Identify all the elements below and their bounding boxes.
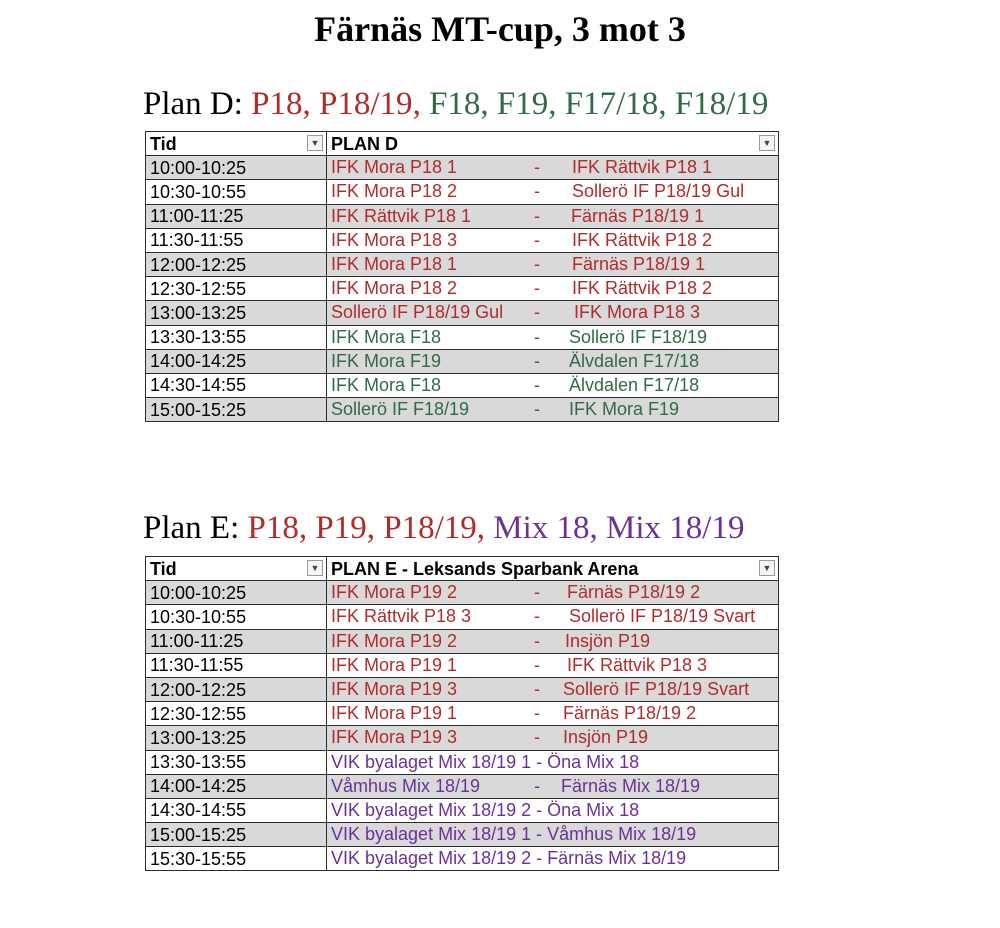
home-team: Sollerö IF F18/19 [331, 399, 470, 420]
time-cell: 10:00-10:25 [146, 156, 327, 180]
versus-dash: - [534, 229, 540, 250]
table-row [146, 156, 779, 180]
match-text: VIK byalaget Mix 18/19 1 - Öna Mix 18 [331, 751, 640, 772]
away-team: IFK Rättvik P18 2 [572, 278, 713, 299]
away-team: Färnäs Mix 18/19 [561, 775, 701, 796]
away-team: Färnäs P18/19 1 [572, 253, 706, 274]
versus-dash: - [534, 205, 540, 226]
away-team: IFK Mora F19 [569, 399, 680, 420]
time-cell: 14:30-14:55 [146, 798, 327, 822]
table-row [146, 823, 779, 847]
match-cell [327, 228, 779, 252]
match-text: VIK byalaget Mix 18/19 2 - Öna Mix 18 [331, 799, 640, 820]
versus-dash: - [534, 654, 540, 675]
match-cell [327, 629, 779, 653]
time-cell: 12:30-12:55 [146, 277, 327, 301]
versus-dash: - [534, 350, 540, 371]
versus-dash: - [534, 678, 540, 699]
versus-dash: - [534, 775, 540, 796]
match-cell [327, 204, 779, 228]
table-row [146, 398, 779, 422]
time-cell: 10:00-10:25 [146, 581, 327, 605]
away-team: IFK Rättvik P18 3 [567, 654, 708, 675]
match-text: VIK byalaget Mix 18/19 2 - Färnäs Mix 18/19 [331, 848, 687, 869]
filter-dropdown-icon[interactable]: ▼ [307, 560, 323, 576]
plan-label: Plan E: [143, 510, 248, 546]
versus-dash: - [534, 399, 540, 420]
home-team: IFK Mora F19 [331, 350, 442, 371]
time-cell: 14:30-14:55 [146, 373, 327, 397]
header-plan-d: PLAN D ▼ [327, 132, 779, 156]
plan-e-table [145, 556, 779, 871]
table-row [146, 798, 779, 822]
time-cell: 15:00-15:25 [146, 398, 327, 422]
time-cell: 12:30-12:55 [146, 702, 327, 726]
plan-d-heading: Plan D: P18, P18/19, F18, F19, F17/18, F18/19 [143, 86, 769, 122]
table-row [146, 349, 779, 373]
table-row [146, 581, 779, 605]
match-cell [327, 653, 779, 677]
age-group-label: P18/19 [319, 86, 413, 122]
versus-dash: - [534, 703, 540, 724]
age-group-label: P18 [251, 86, 303, 122]
away-team: Älvdalen F17/18 [569, 350, 700, 371]
away-team: IFK Rättvik P18 1 [572, 157, 713, 178]
versus-dash: - [534, 181, 540, 202]
match-cell [327, 581, 779, 605]
away-team: Färnäs P18/19 2 [563, 703, 697, 724]
away-team: Sollerö IF P18/19 Svart [569, 606, 756, 627]
versus-dash: - [534, 582, 540, 603]
age-group-label: Mix 18 [493, 510, 590, 546]
age-group-label: F18 [429, 86, 481, 122]
home-team: IFK Rättvik P18 1 [331, 205, 472, 226]
header-plan-e: PLAN E - Leksands Sparbank Arena ▼ [327, 557, 779, 581]
versus-dash: - [534, 326, 540, 347]
table-row [146, 228, 779, 252]
home-team: IFK Mora P19 2 [331, 582, 458, 603]
table-row [146, 677, 779, 701]
match-cell [327, 277, 779, 301]
match-cell [327, 702, 779, 726]
table-row [146, 277, 779, 301]
time-cell: 12:00-12:25 [146, 677, 327, 701]
away-team: Färnäs P18/19 1 [571, 205, 705, 226]
age-group-label: P18/19 [383, 510, 477, 546]
home-team: IFK Mora F18 [331, 374, 442, 395]
versus-dash: - [534, 302, 540, 323]
home-team: IFK Mora P18 2 [331, 181, 458, 202]
match-cell [327, 180, 779, 204]
match-cell [327, 156, 779, 180]
table-row [146, 204, 779, 228]
time-cell: 13:00-13:25 [146, 301, 327, 325]
away-team: Sollerö IF P18/19 Gul [572, 181, 745, 202]
versus-dash: - [534, 278, 540, 299]
home-team: IFK Mora F18 [331, 326, 442, 347]
match-cell [327, 398, 779, 422]
filter-dropdown-icon[interactable]: ▼ [307, 135, 323, 151]
home-team: IFK Mora P19 2 [331, 630, 458, 651]
versus-dash: - [534, 374, 540, 395]
match-cell [327, 373, 779, 397]
match-cell [327, 823, 779, 847]
plan-label: Plan D: [143, 86, 252, 122]
time-cell: 11:00-11:25 [146, 204, 327, 228]
age-group-label: P18 [247, 510, 299, 546]
home-team: Våmhus Mix 18/19 [331, 775, 481, 796]
home-team: IFK Mora P19 3 [331, 678, 458, 699]
table-row [146, 847, 779, 871]
time-cell: 13:00-13:25 [146, 726, 327, 750]
home-team: IFK Mora P19 1 [331, 654, 458, 675]
home-team: IFK Mora P18 1 [331, 253, 458, 274]
table-row [146, 774, 779, 798]
plan-d-table [145, 131, 779, 422]
plan-e-heading: Plan E: P18, P19, P18/19, Mix 18, Mix 18/19 [143, 510, 745, 546]
table-row [146, 629, 779, 653]
home-team: IFK Mora P18 1 [331, 157, 458, 178]
match-cell [327, 301, 779, 325]
match-text: VIK byalaget Mix 18/19 1 - Våmhus Mix 18/19 [331, 824, 697, 845]
time-cell: 10:30-10:55 [146, 180, 327, 204]
match-cell [327, 750, 779, 774]
age-group-label: F17/18 [564, 86, 659, 122]
away-team: Sollerö IF F18/19 [569, 326, 708, 347]
match-cell [327, 798, 779, 822]
table-row [146, 325, 779, 349]
match-cell [327, 726, 779, 750]
time-cell: 15:30-15:55 [146, 847, 327, 871]
page-title: Färnäs MT-cup, 3 mot 3 [314, 9, 686, 49]
table-row [146, 373, 779, 397]
versus-dash: - [534, 630, 540, 651]
age-group-label: Mix 18/19 [606, 510, 745, 546]
table-row [146, 605, 779, 629]
table-row [146, 653, 779, 677]
match-cell [327, 252, 779, 276]
match-cell [327, 677, 779, 701]
home-team: Sollerö IF P18/19 Gul [331, 302, 504, 323]
time-cell: 13:30-13:55 [146, 325, 327, 349]
home-team: IFK Mora P18 3 [331, 229, 458, 250]
time-cell: 11:30-11:55 [146, 228, 327, 252]
table-row [146, 180, 779, 204]
table-row [146, 252, 779, 276]
time-cell: 11:30-11:55 [146, 653, 327, 677]
away-team: IFK Mora P18 3 [574, 302, 701, 323]
age-group-label: F19 [496, 86, 549, 122]
table-row [146, 750, 779, 774]
time-cell: 11:00-11:25 [146, 629, 327, 653]
versus-dash: - [534, 606, 540, 627]
table-row [146, 726, 779, 750]
away-team: IFK Rättvik P18 2 [572, 229, 713, 250]
header-tid: Tid ▼ [146, 557, 327, 581]
away-team: Insjön P19 [563, 727, 649, 748]
home-team: IFK Mora P18 2 [331, 278, 458, 299]
versus-dash: - [534, 253, 540, 274]
match-cell [327, 847, 779, 871]
filter-dropdown-icon[interactable]: ▼ [759, 135, 775, 151]
table-row [146, 702, 779, 726]
header-tid: Tid ▼ [146, 132, 327, 156]
filter-dropdown-icon[interactable]: ▼ [759, 560, 775, 576]
versus-dash: - [534, 727, 540, 748]
away-team: Insjön P19 [565, 630, 651, 651]
away-team: Färnäs P18/19 2 [567, 582, 701, 603]
home-team: IFK Rättvik P18 3 [331, 606, 472, 627]
age-group-label: F18/19 [674, 86, 769, 122]
time-cell: 15:00-15:25 [146, 823, 327, 847]
table-row [146, 301, 779, 325]
match-cell [327, 325, 779, 349]
match-cell [327, 605, 779, 629]
versus-dash: - [534, 157, 540, 178]
match-cell [327, 774, 779, 798]
time-cell: 14:00-14:25 [146, 349, 327, 373]
away-team: Sollerö IF P18/19 Svart [563, 678, 750, 699]
away-team: Älvdalen F17/18 [569, 374, 700, 395]
time-cell: 10:30-10:55 [146, 605, 327, 629]
match-cell [327, 349, 779, 373]
time-cell: 12:00-12:25 [146, 252, 327, 276]
time-cell: 13:30-13:55 [146, 750, 327, 774]
age-group-label: P19 [315, 510, 367, 546]
home-team: IFK Mora P19 1 [331, 703, 458, 724]
time-cell: 14:00-14:25 [146, 774, 327, 798]
home-team: IFK Mora P19 3 [331, 727, 458, 748]
